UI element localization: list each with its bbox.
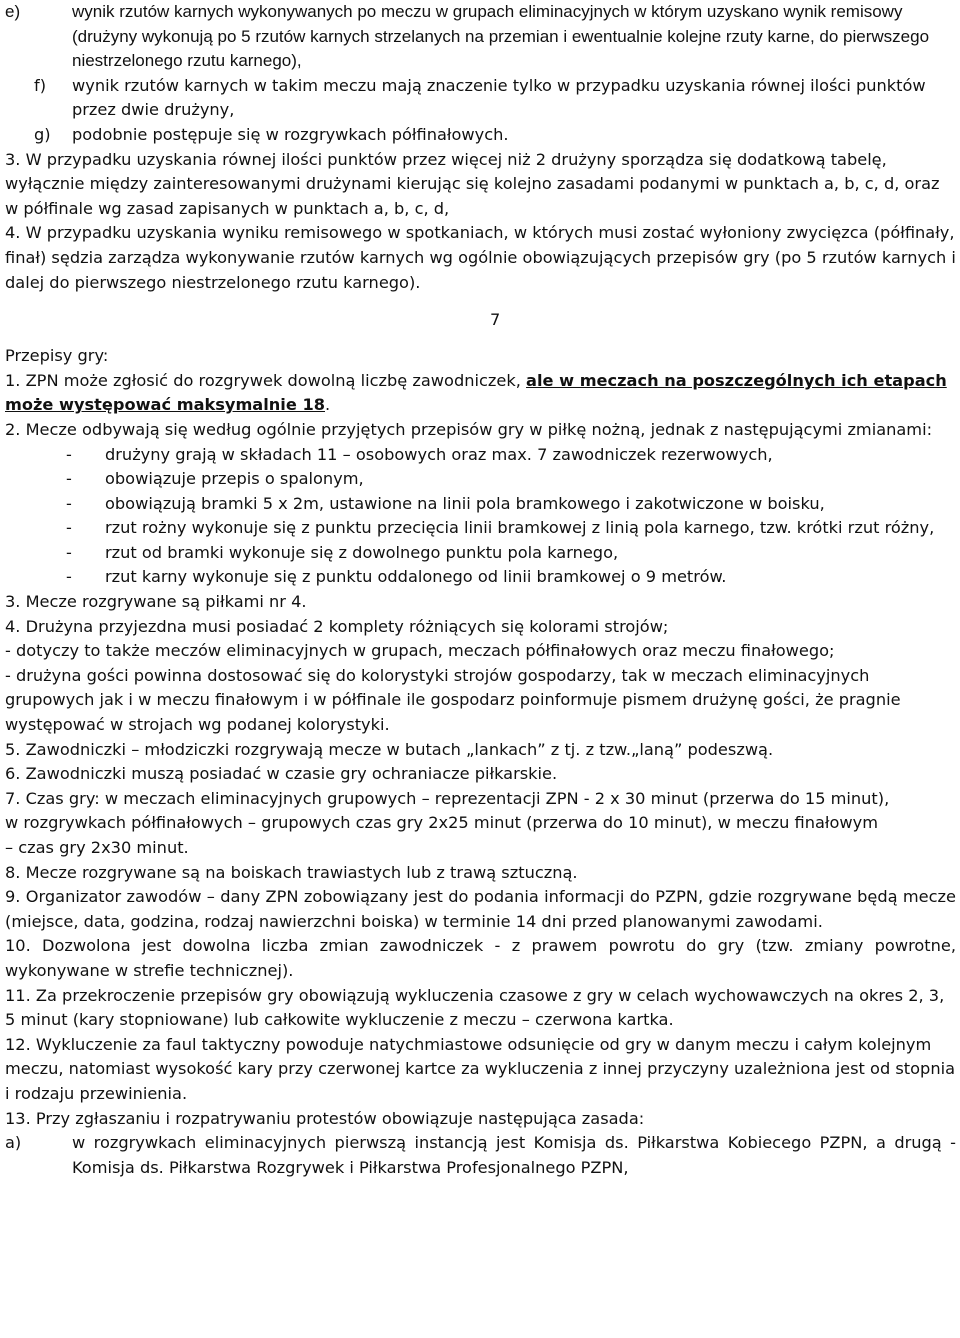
list-marker: e) [5,2,21,21]
rule-1-prefix: 1. ZPN może zgłosić do rozgrywek dowolną liczbę zawodniczek, [5,370,527,390]
rule-3: 3. Mecze rozgrywane są piłkami nr 4. [5,592,307,612]
rules-heading: Przepisy gry: [5,346,109,366]
dash-marker: - [66,444,72,464]
rule-2-item-text: rzut od bramki wykonuje się z dowolnego punktu pola karnego, [105,542,619,562]
rule-2-item [5,467,956,492]
rule-9: 9. Organizator zawodów – dany ZPN zobowiązany jest do podania informacji do PZPN, gdzie rozgrywane będą mecze (miejsce, data, godzina, rodzaj nawierzchni boiska) w terminie 14 dni przed planowanymi zawodami. [5,887,956,931]
rule-13-item-a [5,1131,956,1180]
list-marker: f) [34,75,47,95]
rule-7-a: 7. Czas gry: w meczach eliminacyjnych grupowych – reprezentacji ZPN - 2 x 30 minut (przerwa do 15 minut), [5,788,890,808]
rule-4: 4. Drużyna przyjezdna musi posiadać 2 komplety różniących się kolorami strojów; [5,616,669,636]
rule-2-intro: 2. Mecze odbywają się według ogólnie przyjętych przepisów gry w piłkę nożną, jednak z następującymi zmianami: [5,419,933,439]
rule-7-c: – czas gry 2x30 minut. [5,838,189,857]
rule-7-b: w rozgrywkach półfinałowych – grupowych czas gry 2x25 minut (przerwa do 10 minut), w meczu finałowym [5,813,878,833]
rule-1-emphasis: ale w meczach na poszczególnych ich etapach może występować maksymalnie 18 [5,370,947,415]
page-number: 7 [490,310,501,330]
rule-5: 5. Zawodniczki – młodziczki rozgrywają mecze w butach „lankach” z tj. z tzw.„laną” podeszwą. [5,739,774,759]
rule-2-item-text: obowiązują bramki 5 x 2m, ustawione na linii pola bramkowego i zakotwiczone w boisku, [105,493,825,513]
list-text: w rozgrywkach eliminacyjnych pierwszą instancją jest Komisja ds. Piłkarstwa Kobiecego PZPN, a drugą - Komisja ds. Piłkarstwa Rozgrywek i Piłkarstwa Profesjonalnego PZPN, [72,1133,956,1177]
dash-marker: - [66,542,72,562]
rule-2-item [5,516,956,541]
rule-10: 10. Dozwolona jest dowolna liczba zmian zawodniczek - z prawem powrotu do gry (tzw. zmiany powrotne, wykonywane w strefie technicznej). [5,936,956,980]
rule-12: 12. Wykluczenie za faul taktyczny powoduje natychmiastowe odsunięcie od gry w danym meczu i całym kolejnym meczu, natomiast wysokość kary przy czerwonej kartce za wykluczenia z innej przyczyny uzależniona jest od stopnia i rodzaju przewinienia. [5,1034,956,1103]
list-marker: a) [5,1133,22,1153]
rule-1-suffix: . [325,395,331,415]
rule-6: 6. Zawodniczki muszą posiadać w czasie gry ochraniacze piłkarskie. [5,764,558,784]
rule-2-item [5,492,956,517]
rule-2-item [5,443,956,468]
rule-4-b: - drużyna gości powinna dostosować się do kolorystyki strojów gospodarzy, tak w meczach eliminacyjnych grupowych jak i w meczu finałowym i w półfinale ile gospodarz poinformuje pismem drużynę gości, że pragnie występować w strojach wg podanej kolorystyki. [5,665,901,735]
document-page [5,0,956,1180]
dash-marker: - [66,518,72,538]
section-4-paragraph: 4. W przypadku uzyskania wyniku remisowego w spotkaniach, w których musi zostać wyłoniony zwycięzca (półfinały, finał) sędzia zarządza wykonywanie rzutów karnych wg ogólnie obowiązujących przepisów gry (po 5 rzutów karnych i dalej do pierwszego niestrzelonego rzutu karnego). [5,223,956,292]
list-item-g [5,123,956,148]
rule-2-item [5,541,956,566]
list-text: podobnie postępuje się w rozgrywkach półfinałowych. [72,124,509,144]
rule-4-a: - dotyczy to także meczów eliminacyjnych w grupach, meczach półfinałowych oraz meczu finałowego; [5,641,835,661]
rule-2-item-text: rzut karny wykonuje się z punktu oddalonego od linii bramkowej o 9 metrów. [105,567,727,587]
rule-2-item [5,565,956,590]
list-text: wynik rzutów karnych wykonywanych po meczu w grupach eliminacyjnych w którym uzyskano wynik remisowy (drużyny wykonują po 5 rzutów karnych strzelanych na przemian i ewentualnie kolejne rzuty karne, do pierwszego niestrzelonego rzutu karnego), [72,2,930,71]
list-item-f [5,74,956,123]
dash-marker: - [66,567,72,587]
dash-marker: - [66,493,72,513]
rule-2-item-text: rzut rożny wykonuje się z punktu przecięcia linii bramkowej z linią pola karnego, tzw. krótki rzut różny, [105,518,935,538]
rule-11: 11. Za przekroczenie przepisów gry obowiązują wykluczenia czasowe z gry w celach wychowawczych na okres 2, 3, 5 minut (kary stopniowane) lub całkowite wykluczenie z meczu – czerwona kartka. [5,985,945,1030]
dash-marker: - [66,469,72,489]
rule-2-item-text: drużyny grają w składach 11 – osobowych oraz max. 7 zawodniczek rezerwowych, [105,444,773,464]
section-3-paragraph: 3. W przypadku uzyskania równej ilości punktów przez więcej niż 2 drużyny sporządza się dodatkową tabelę, wyłącznie między zainteresowanymi drużynami kierując się kolejno zasadami podanymi w punktach a, b, c, d, oraz w półfinale wg zasad zapisanych w punktach a, b, c, d, [5,149,940,218]
list-item-e [5,0,956,74]
rule-8: 8. Mecze rozgrywane są na boiskach trawiastych lub z trawą sztuczną. [5,862,578,882]
rule-1 [5,369,956,418]
list-marker: g) [34,124,51,144]
rule-13: 13. Przy zgłaszaniu i rozpatrywaniu protestów obowiązuje następująca zasada: [5,1108,645,1128]
list-text: wynik rzutów karnych w takim meczu mają znaczenie tylko w przypadku uzyskania równej ilości punktów przez dwie drużyny, [72,75,926,120]
rule-2-item-text: obowiązuje przepis o spalonym, [105,469,364,489]
